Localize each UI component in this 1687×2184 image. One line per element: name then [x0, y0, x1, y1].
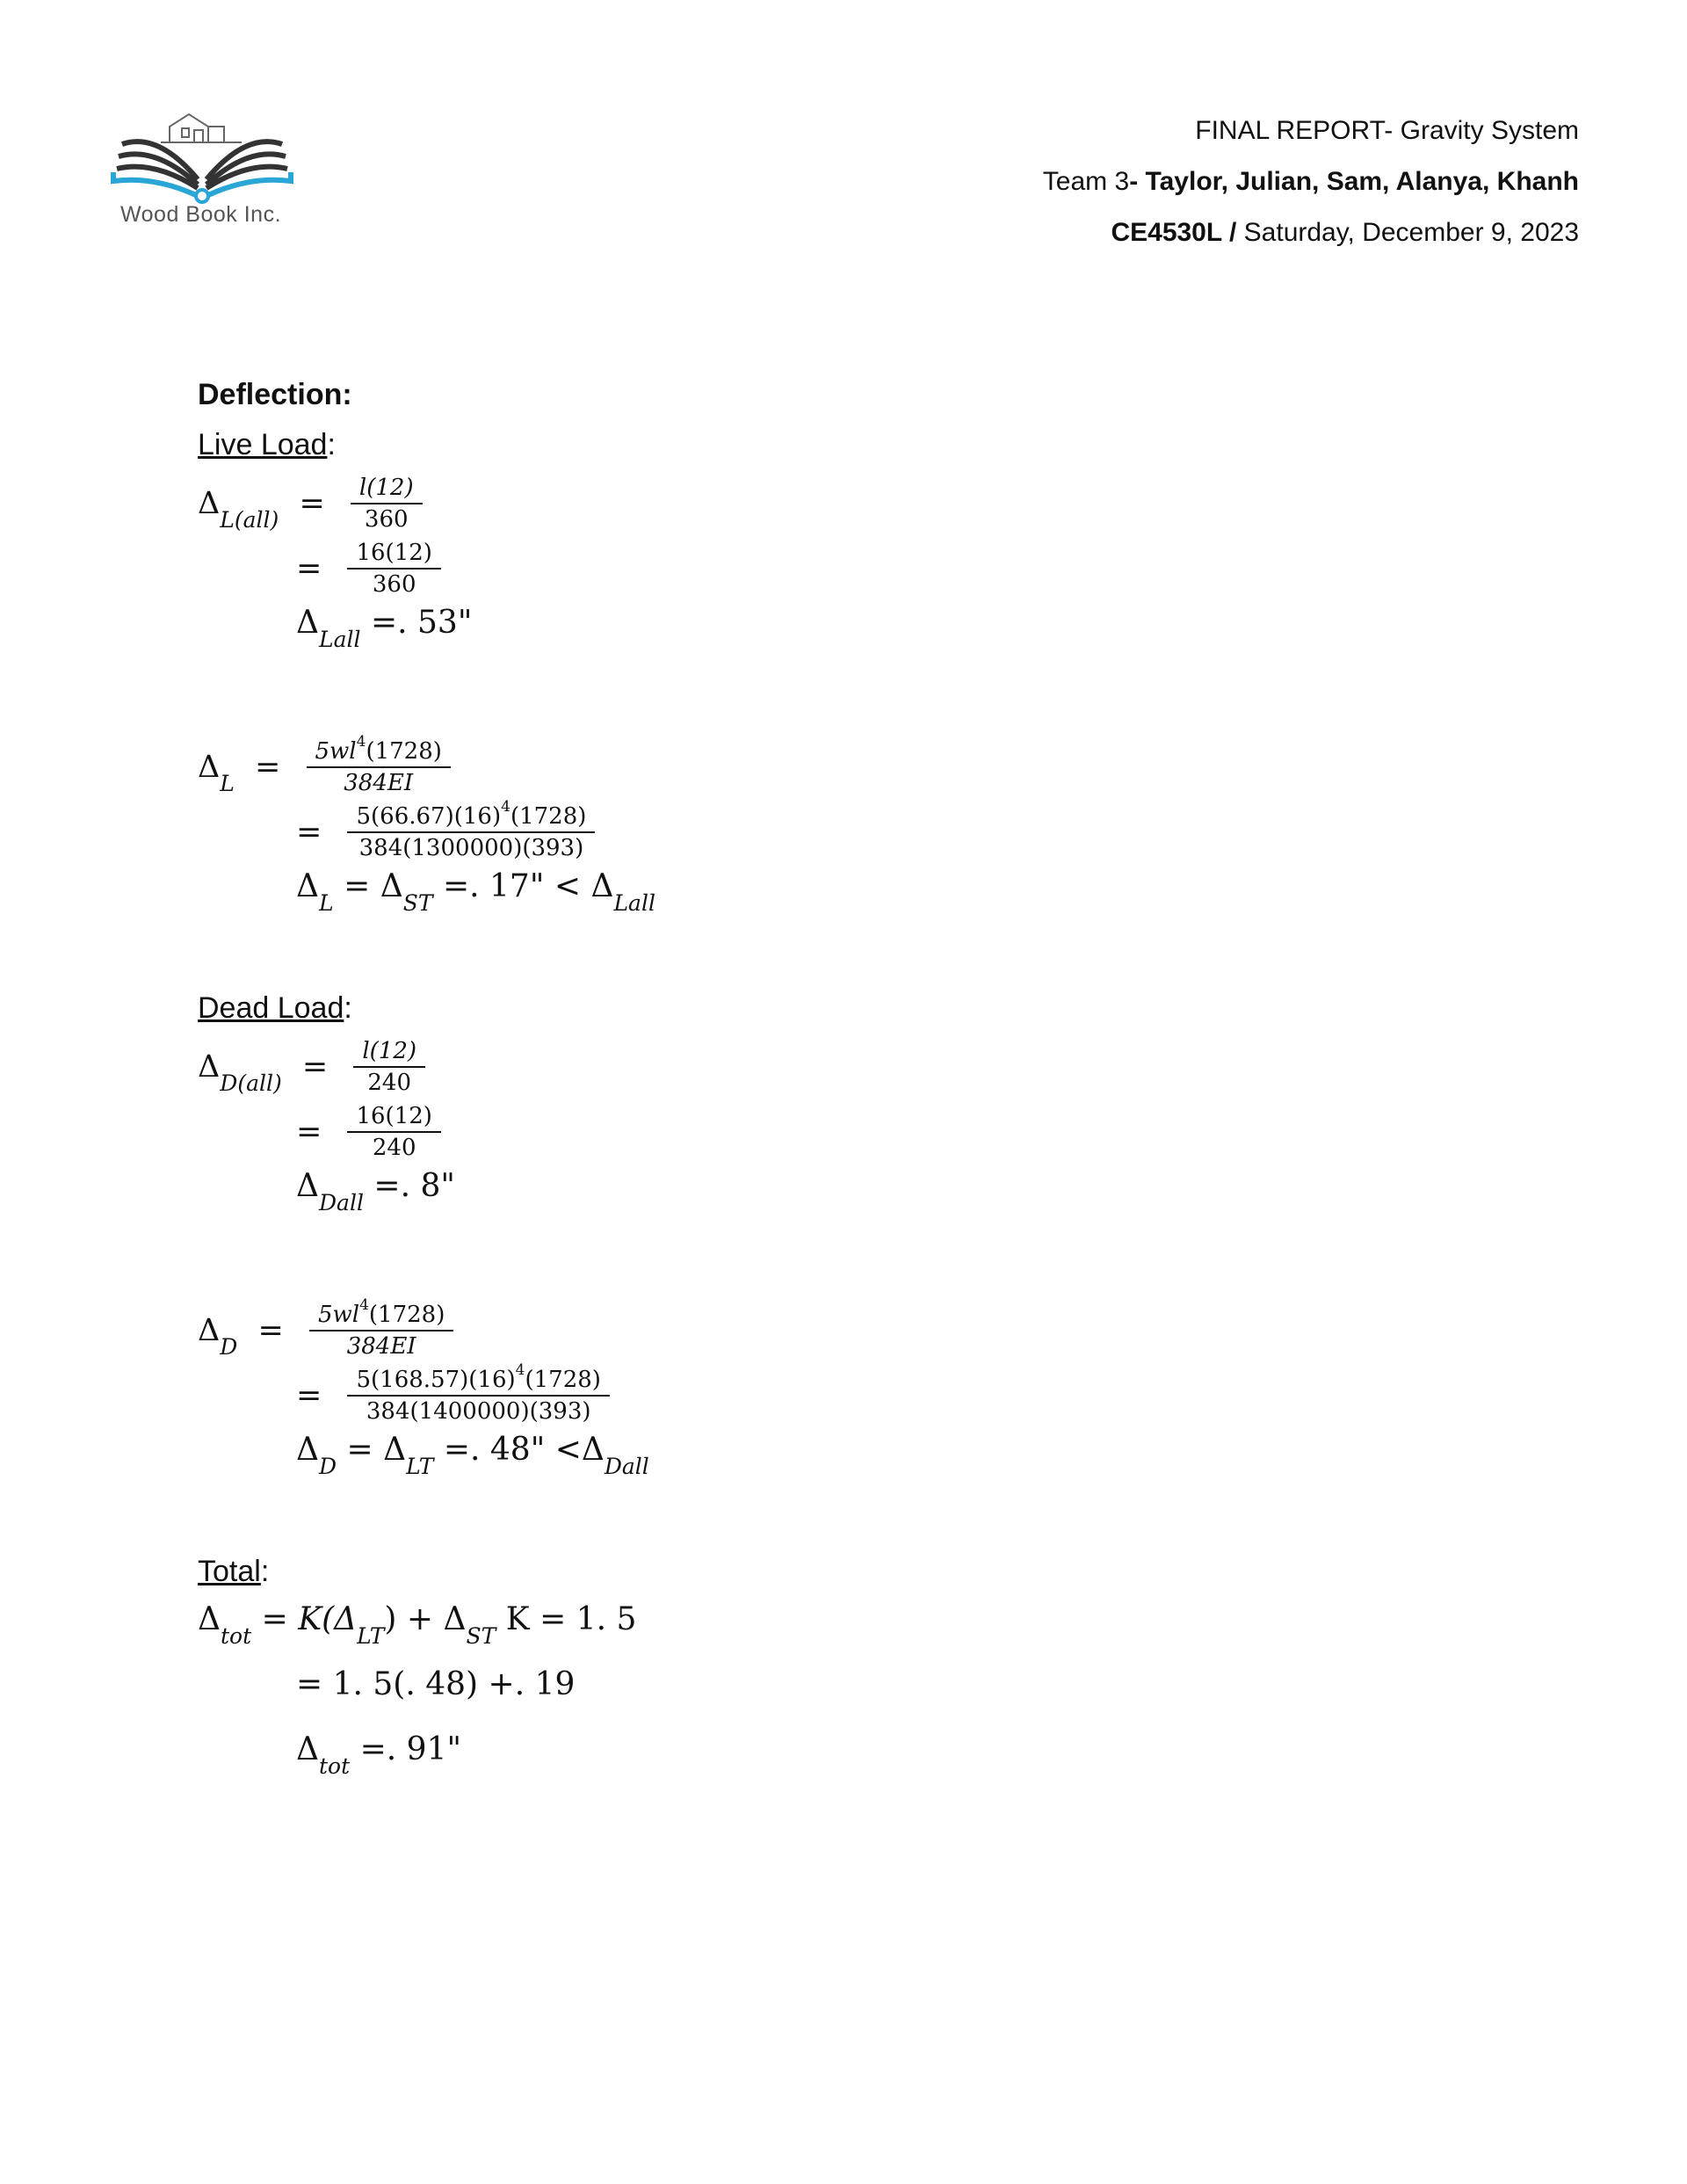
logo-text: Wood Book Inc. — [120, 202, 282, 227]
fraction: $\frac{5(66.67)(16)^4(1728)}{384(1300000)(393)}$ — [347, 803, 595, 861]
equation-row: $\Delta_L$ = $\frac{5wl^4(1728)}{384EI}$ — [198, 738, 1516, 803]
report-header — [1043, 105, 1579, 258]
equation-result: $\Delta_L = \Delta_{ST}$ =. 17" < $\Delta_{Lall}$ — [296, 868, 655, 916]
equation-row: $\Delta_{L(all)}$ = $\frac{l(12)}{360}$ — [198, 475, 1516, 540]
equation-row: $\Delta_D$ = $\frac{5wl^4(1728)}{384EI}$ — [198, 1302, 1516, 1367]
dead-load-equations — [198, 1038, 1516, 1497]
equation-row: = $\frac{16(12)}{240}$ — [198, 1103, 1516, 1168]
fraction: $\frac{5wl^4(1728)}{384EI}$ — [307, 738, 451, 796]
equation-row: = $\frac{5(66.67)(16)^4(1728)}{384(1300000)(393)}$ — [198, 803, 1516, 868]
course-code: CE4530L / — [1111, 218, 1237, 247]
equation-row: $\Delta_{D(all)}$ = $\frac{l(12)}{240}$ — [198, 1038, 1516, 1103]
dead-load-heading: Dead Load: — [198, 991, 352, 1025]
fraction: $\frac{16(12)}{240}$ — [347, 1103, 440, 1161]
team-names: - Taylor, Julian, Sam, Alanya, Khanh — [1129, 167, 1579, 196]
equation-result: $\Delta_{Dall}$ =. 8" — [296, 1168, 455, 1215]
book-house-icon — [110, 107, 294, 204]
equation-row: $\Delta_{tot} = K(\Delta_{LT}) + \Delta_{ST}$ K = 1. 5 — [198, 1601, 637, 1649]
section-title: Deflection: — [198, 378, 352, 411]
equation-row: = $\frac{5(168.57)(16)^4(1728)}{384(1400000)(393)}$ — [198, 1367, 1516, 1432]
equation-result: $\Delta_{Lall}$ =. 53" — [296, 605, 473, 652]
fraction: $\frac{5(168.57)(16)^4(1728)}{384(1400000)(393)}$ — [347, 1367, 609, 1425]
fraction: $\frac{l(12)}{360}$ — [351, 475, 423, 533]
equation-result: $\Delta_{tot}$ =. 91" — [296, 1731, 462, 1779]
total-heading: Total: — [198, 1555, 270, 1588]
team-line — [1043, 156, 1579, 207]
fraction: $\frac{16(12)}{360}$ — [347, 540, 440, 598]
report-title: FINAL REPORT- Gravity System — [1195, 116, 1579, 145]
fraction: $\frac{5wl^4(1728)}{384EI}$ — [309, 1302, 453, 1360]
live-load-heading: Live Load: — [198, 428, 336, 461]
equation-row: = 1. 5(. 48) +. 19 — [296, 1666, 576, 1702]
deflection-section — [198, 378, 1516, 1796]
company-logo — [110, 107, 294, 239]
team-prefix: Team 3 — [1042, 167, 1130, 196]
live-load-equations — [198, 475, 1516, 933]
equation-result: $\Delta_D = \Delta_{LT}$ =. 48" $<\Delta_{Dall}$ — [296, 1432, 649, 1479]
course-date-line — [1043, 207, 1579, 258]
fraction: $\frac{l(12)}{240}$ — [353, 1038, 425, 1096]
report-date: Saturday, December 9, 2023 — [1243, 218, 1579, 247]
total-equations — [198, 1601, 1516, 1796]
equation-row: = $\frac{16(12)}{360}$ — [198, 540, 1516, 605]
